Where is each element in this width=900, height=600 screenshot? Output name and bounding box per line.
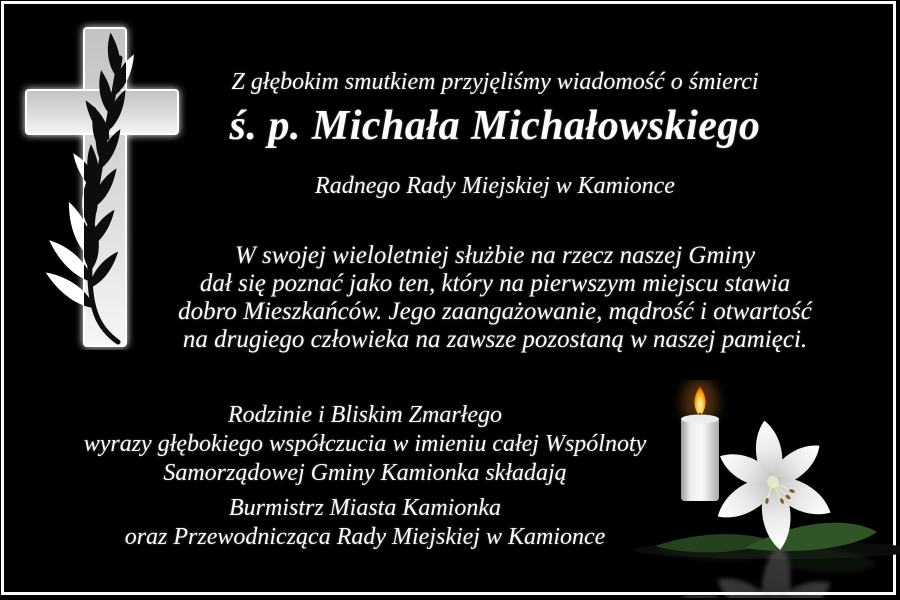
condolence-line: Samorządowej Gminy Kamionka składają — [163, 460, 567, 486]
tribute-paragraph — [95, 242, 895, 354]
tribute-line: na drugiego człowieka na zawsze pozostaną w naszej pamięci. — [182, 326, 808, 353]
candle-lily-scene — [655, 380, 877, 552]
deceased-title: Radnego Rady Miejskiej w Kamionce — [315, 173, 675, 199]
tribute-line: dał się poznać jako ten, który na pierwszym miejscu stawia — [199, 270, 791, 297]
condolence-paragraph — [10, 401, 720, 488]
signature-line: oraz Przewodnicząca Rady Miejskiej w Kamionce — [124, 524, 606, 550]
signature-paragraph — [10, 494, 720, 552]
condolence-line: wyrazy głębokiego współczucia w imieniu całej Wspólnoty — [83, 431, 647, 457]
reflection — [655, 544, 877, 598]
condolence-line: Rodzinie i Bliskim Zmarłego — [228, 402, 502, 428]
candle-and-lily-icon — [625, 380, 900, 598]
tribute-line: dobro Mieszkańców. Jego zaangażowanie, mądrość i otwartość — [178, 298, 812, 325]
signature-line: Burmistrz Miasta Kamionka — [228, 495, 501, 521]
tribute-line: W swojej wieloletniej służbie na rzecz naszej Gminy — [234, 242, 756, 269]
intro-line: Z głębokim smutkiem przyjęliśmy wiadomość o śmierci — [231, 69, 759, 95]
deceased-name: ś. p. Michała Michałowskiego — [229, 103, 761, 149]
